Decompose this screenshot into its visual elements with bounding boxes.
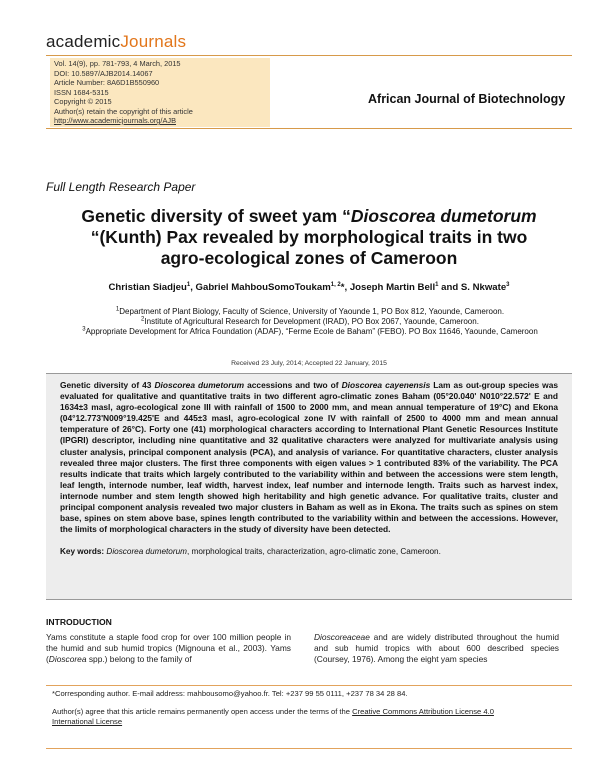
abstract <box>46 373 572 600</box>
journal-url-link[interactable]: http://www.academicjournals.org/AJB <box>54 116 176 125</box>
author-list: Christian Siadjeu$^1$, Gabriel MahbouSomoToukam$^{1, 2}$*, Joseph Martin Bell$^1$ and S. Nkwate$^3$ <box>108 281 510 293</box>
license-link[interactable]: Creative Commons Attribution License 4.0 <box>352 707 494 716</box>
copyright: Copyright © 2015 <box>54 97 112 106</box>
affiliation-1: $^1$Department of Plant Biology, Faculty of Science, University of Yaounde 1, PO Box 812, Yaounde, Cameroon. <box>115 306 505 316</box>
license-link-cont[interactable]: International License <box>52 717 123 726</box>
doi[interactable]: DOI: 10.5897/AJB2014.14067 <box>54 68 153 78</box>
publisher-logo: academicJournals <box>46 32 187 51</box>
affiliations <box>60 307 560 337</box>
article-metadata <box>50 58 270 127</box>
intro-right-column: Dioscoreaceae and are widely distributed throughout the humid and sub humid tropics with about 600 described species (Coursey, 1976). Among the eight yam species <box>314 632 559 665</box>
abstract-text: Genetic diversity of 43 Dioscorea dumetorum accessions and two of Dioscorea cayenensis Lam as out-group species was evaluated for qualitative and quantitative traits in two different agro-climatic zones Baham (05°20.040' N010°22.572' E and 1634±3 masl, agro-ecological zone III with rainfall of 1500 to 2000 mm, and mean annual temperature of 19°C) and Ekona (04°12.773'N009°19.425'E and 445±3 masl, agro-ecological zone IV with rainfall of 2500 to 4000 mm and mean annual temperature of 26°C). Forty one (41) morphological characters according to International Plant Genetic Resources Institute (IPGRI) descriptor, including nine quantitative and 32 qualitative characters were analyzed for multivariate analysis using cluster analysis, principal component analysis (PCA), and analysis of variance. For quantitative characters, cluster analysis revealed three major clusters. The first three components with eigen values > 1 contributed 83% of the variability. The PCA results indicate that traits which largely contributed to the variability within and between the accessions were stem length, leaf length, internode number, leaf width, harvest index, leaf number and internode length. Traits such as harvest index, internode number and stem length showed high heritability and high genetic advance. For qualitative traits, cluster and principal component analysis revealed two major clusters in Baham as well as in Ekona. The traits such as spines on stem base, spines on stem above base, spines length contributed to the variability within and between the accessions. However, the limits of morphological characters in the study of diversity have been detected. <box>60 380 559 535</box>
received-accepted-dates: Received 23 July, 2014; Accepted 22 January, 2015 <box>231 360 387 367</box>
journal-name: African Journal of Biotechnology <box>368 92 566 106</box>
article-type: Full Length Research Paper <box>46 180 196 194</box>
corresponding-author: *Corresponding author. E-mail address: mahbousomo@yahoo.fr. Tel: +237 99 55 0111, +237 78 34 28 84. <box>52 689 408 698</box>
article-number: Article Number: 8A6D1B550960 <box>54 78 160 87</box>
introduction-heading: INTRODUCTION <box>46 617 112 627</box>
intro-left-column: Yams constitute a staple food crop for over 100 million people in the humid and sub humid tropics (Mignouna et al., 2003). Yams (Dioscorea spp.) belong to the family of <box>46 632 291 665</box>
affiliation-2: $^2$Institute of Agricultural Research for Development (IRAD), PO Box 2067, Yaounde, Cameroon. <box>141 316 479 326</box>
rights-statement: Author(s) retain the copyright of this article <box>54 106 193 116</box>
license-statement: Author(s) agree that this article remains permanently open access under the terms of the Creative Commons Attribution License 4.0 International License <box>52 707 494 726</box>
issn: ISSN 1684-5315 <box>54 87 109 97</box>
footnotes <box>46 685 572 749</box>
journal-header <box>46 55 572 129</box>
affiliation-3: $^3$Appropriate Development for Africa Foundation (ADAF), “Ferme Ecole de Baham” (FEBO). PO Box 11646, Yaounde, Cameroon <box>82 326 538 336</box>
keywords: Key words: Dioscorea dumetorum, morphological traits, characterization, agro-climatic zone, Cameroon. <box>60 547 441 557</box>
volume-info: Vol. 14(9), pp. 781-793, 4 March, 2015 <box>54 59 181 68</box>
article-title: Genetic diversity of sweet yam “Dioscorea dumetorum “(Kunth) Pax revealed by morphological traits in two agro-ecological zones of Cameroon <box>81 206 537 268</box>
